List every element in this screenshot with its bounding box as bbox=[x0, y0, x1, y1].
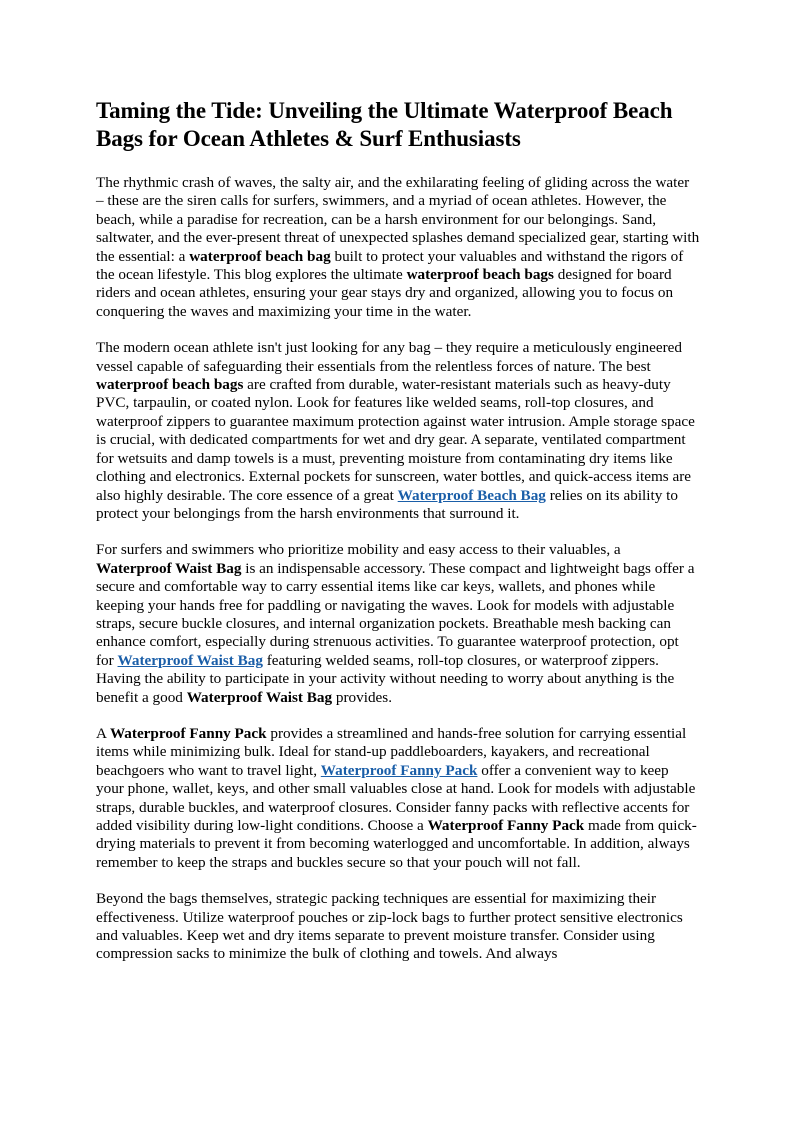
text: Beyond the bags themselves, strategic packing techniques are essential for maximizing their effectiveness. Utilize waterproof pouches or zip-lock bags to further protect sensitive electronics and valuables. Keep wet and dry items separate to prevent moisture transfer. Consider using compression sacks to minimize the bulk of clothing and towels. And always bbox=[96, 890, 683, 963]
paragraph-beach-bags bbox=[96, 339, 700, 523]
bold-text: Waterproof Waist Bag bbox=[96, 559, 242, 577]
text: The modern ocean athlete isn't just looking for any bag – they require a meticulously engineered vessel capable of safeguarding their essentials from the relentless forces of nature. The best bbox=[96, 339, 683, 375]
text: made from quick-drying materials to prevent it from becoming waterlogged and uncomfortable. In addition, always remember to keep the straps and buckles secure so that your pouch will not fall. bbox=[96, 817, 697, 871]
text: A bbox=[96, 724, 110, 742]
text: featuring welded seams, roll-top closures, or waterproof zippers. Having the ability to participate in your activity without needing to worry about anything is the benefit a good bbox=[96, 651, 675, 706]
text: provides. bbox=[332, 688, 393, 706]
text: provides a streamlined and hands-free solution for carrying essential items while minimizing bulk. Ideal for stand-up paddleboarders, kayakers, and recreational beachgoers who want to travel light, bbox=[96, 724, 687, 779]
link-waterproof-waist-bag[interactable]: Waterproof Waist Bag bbox=[117, 651, 263, 669]
paragraph-fanny-pack bbox=[96, 725, 700, 872]
bold-text: waterproof beach bag bbox=[189, 247, 331, 265]
bold-text: Waterproof Fanny Pack bbox=[109, 724, 267, 742]
text: designed for board riders and ocean athletes, ensuring your gear stays dry and organized, allowing you to focus on conquering the waves and maximizing your time in the water. bbox=[96, 266, 674, 320]
text: is an indispensable accessory. These compact and lightweight bags offer a secure and comfortable way to carry essential items like car keys, wallets, and phones while keeping your hands free for paddling or navigating the waves. Look for models with adjustable straps, secure buckle closures, and internal organization pockets. Breathable mesh backing can enhance comfort, especially during strenuous activities. To guarantee waterproof protection, opt for bbox=[96, 559, 695, 669]
bold-text: waterproof beach bags bbox=[96, 376, 244, 394]
article bbox=[96, 97, 700, 982]
text: relies on its ability to protect your belongings from the harsh environments that surround it. bbox=[96, 486, 678, 522]
paragraph-waist-bag bbox=[96, 541, 700, 707]
link-waterproof-beach-bag[interactable]: Waterproof Beach Bag bbox=[397, 486, 546, 504]
text: built to protect your valuables and withstand the rigors of the ocean lifestyle. This blog explores the ultimate bbox=[96, 247, 684, 284]
text: The rhythmic crash of waves, the salty air, and the exhilarating feeling of gliding across the water – these are the siren calls for surfers, swimmers, and a myriad of ocean athletes. However, the beach, while a paradise for recreation, can be a harsh environment for our belongings. Sand, saltwater, and the ever-present threat of unexpected splashes demand specialized gear, starting with the essential: a bbox=[96, 174, 700, 265]
text: offer a convenient way to keep your phone, wallet, keys, and other small valuables close at hand. Look for models with adjustable straps, durable buckles, and waterproof closures. Consider fanny packs with reflective accents for added visibility during low-light conditions. Choose a bbox=[96, 761, 696, 834]
page-title: Taming the Tide: Unveiling the Ultimate Waterproof Beach Bags for Ocean Athletes & Surf Enthusiasts bbox=[96, 98, 673, 151]
link-waterproof-fanny-pack[interactable]: Waterproof Fanny Pack bbox=[320, 761, 478, 779]
bold-text: Waterproof Fanny Pack bbox=[427, 817, 585, 834]
bold-text: waterproof beach bags bbox=[406, 266, 554, 284]
text: For surfers and swimmers who prioritize mobility and easy access to their valuables, a bbox=[96, 541, 621, 559]
paragraph-intro bbox=[96, 174, 700, 321]
bold-text: Waterproof Waist Bag bbox=[186, 688, 333, 706]
text: are crafted from durable, water-resistant materials such as heavy-duty PVC, tarpaulin, or coated nylon. Look for features like welded seams, roll-top closures, and waterproof zippers to guarantee maximum protection against water intrusion. Ample storage space is crucial, with dedicated compartments for wet and dry gear. A separate, ventilated compartment for wetsuits and damp towels is a must, preventing moisture from contaminating dry items like clothing and electronics. External pockets for sunscreen, water bottles, and quick-access items are also highly desirable. The core essence of a great bbox=[96, 376, 695, 504]
paragraph-packing-tips bbox=[96, 890, 700, 964]
